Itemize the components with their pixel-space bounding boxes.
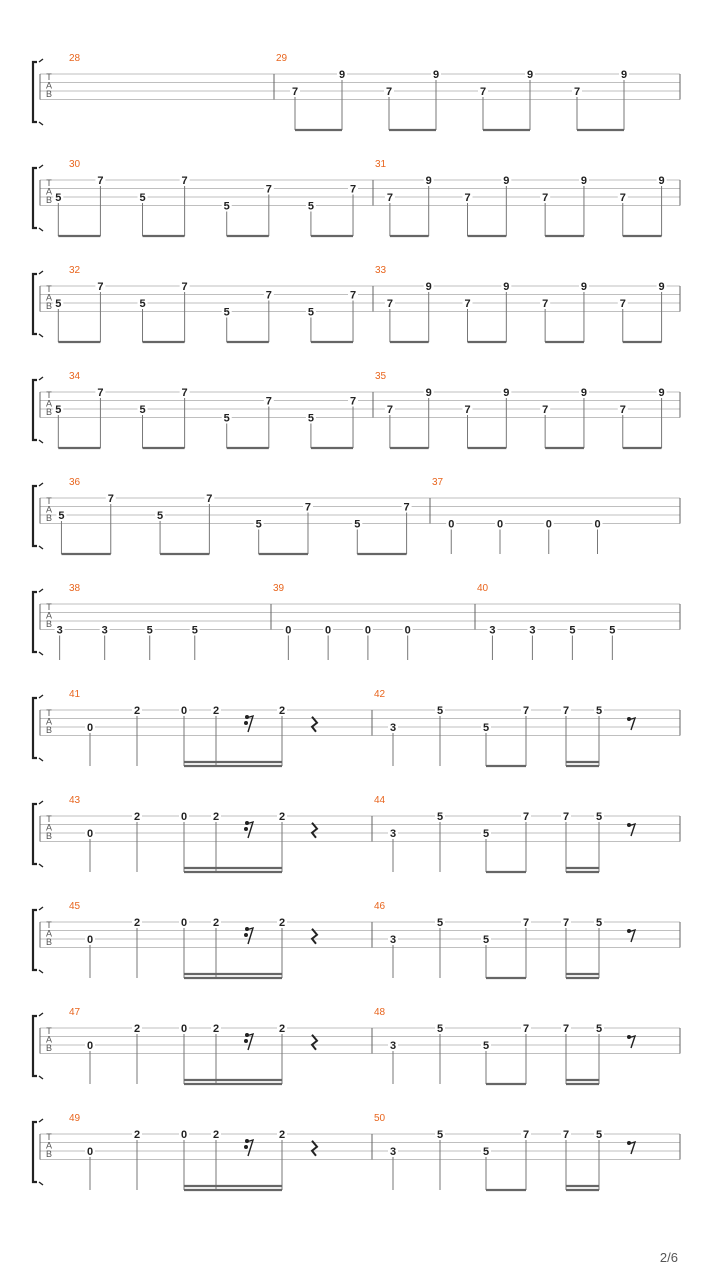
fret-number: 9 (503, 281, 510, 293)
tab-clef-letter: T (46, 1026, 52, 1036)
fret-number: 7 (562, 1129, 570, 1141)
system-bracket (33, 62, 37, 122)
fret-number: 9 (658, 387, 665, 399)
sixteenth-rest (244, 827, 248, 831)
tab-clef-letter: B (45, 195, 53, 205)
tab-clef-letter: A (45, 1140, 53, 1151)
fret-number: 2 (278, 811, 286, 823)
bracket-hook-top (39, 377, 43, 380)
fret-number: 2 (212, 1129, 220, 1141)
fret-number: 7 (349, 395, 357, 408)
measure-number: 47 (69, 1007, 81, 1018)
fret-number: 0 (594, 518, 601, 531)
tab-system (33, 159, 680, 236)
fret-number: 2 (133, 705, 141, 717)
measure-number: 50 (374, 1113, 386, 1124)
fret-number: 7 (522, 1129, 530, 1141)
fret-number: 9 (658, 281, 665, 293)
fret-number: 0 (180, 811, 188, 823)
fret-number: 5 (307, 306, 314, 319)
fret-number: 9 (503, 175, 510, 187)
fret-number: 5 (307, 200, 314, 213)
fret-number: 9 (620, 69, 628, 81)
fret-number: 7 (464, 192, 471, 204)
fret-number: 0 (86, 722, 94, 734)
fret-number: 0 (86, 1146, 94, 1158)
fret-number: 5 (436, 917, 444, 929)
tab-system (33, 901, 680, 978)
fret-number: 5 (157, 510, 164, 522)
system-bracket (33, 592, 37, 652)
fret-number: 3 (529, 624, 536, 637)
system-bracket (33, 168, 37, 228)
measure-number: 39 (273, 583, 285, 594)
fret-number: 7 (562, 917, 570, 929)
quarter-rest (312, 929, 317, 944)
quarter-rest (312, 823, 317, 838)
measure-number: 42 (374, 689, 386, 700)
bracket-hook-top (39, 59, 43, 62)
tab-clef-letter: B (45, 619, 53, 629)
tab-clef-letter: A (45, 610, 53, 621)
fret-number: 7 (349, 289, 357, 302)
fret-number: 5 (482, 934, 490, 946)
measure-number: 35 (375, 371, 387, 382)
fret-number: 5 (436, 1023, 444, 1035)
fret-number: 9 (503, 387, 510, 399)
fret-number: 7 (619, 192, 626, 204)
fret-number: 0 (545, 518, 552, 531)
tab-clef-letter: B (45, 831, 53, 841)
fret-number: 7 (522, 705, 530, 717)
tab-clef-letter: A (45, 1034, 53, 1045)
page-number: 2/6 (659, 1250, 678, 1265)
eighth-rest (628, 1142, 635, 1154)
fret-number: 9 (580, 175, 588, 187)
bracket-hook-bottom (39, 1076, 43, 1079)
fret-number: 5 (223, 306, 230, 319)
sixteenth-rest (244, 933, 248, 937)
tab-clef-letter: B (45, 937, 53, 947)
bracket-hook-top (39, 695, 43, 698)
tab-clef-letter: B (45, 1149, 53, 1159)
tab-clef-letter: B (45, 89, 53, 99)
fret-number: 3 (489, 624, 496, 637)
fret-number: 5 (55, 192, 62, 204)
fret-number: 7 (386, 298, 393, 310)
bracket-hook-bottom (39, 652, 43, 655)
fret-number: 0 (404, 624, 411, 637)
fret-number: 7 (265, 395, 272, 408)
fret-number: 7 (206, 493, 213, 505)
fret-number: 5 (569, 624, 576, 637)
fret-number: 7 (97, 387, 104, 399)
fret-number: 5 (139, 192, 146, 204)
fret-number: 7 (403, 501, 410, 514)
system-bracket (33, 804, 37, 864)
fret-number: 7 (386, 192, 393, 204)
fret-number: 2 (133, 1129, 141, 1141)
fret-number: 3 (101, 624, 108, 637)
tab-clef-letter: A (45, 928, 53, 939)
eighth-rest (628, 930, 635, 942)
tab-clef-letter: A (45, 504, 53, 515)
fret-number: 5 (191, 624, 198, 637)
fret-number: 7 (562, 811, 570, 823)
quarter-rest (312, 1035, 317, 1050)
tab-clef-letter: T (46, 178, 52, 188)
tab-system (33, 53, 680, 130)
measure-number: 40 (477, 583, 489, 594)
fret-number: 2 (212, 705, 220, 717)
tab-clef-letter: T (46, 72, 52, 82)
fret-number: 5 (482, 828, 490, 840)
bracket-hook-bottom (39, 334, 43, 337)
bracket-hook-top (39, 483, 43, 486)
bracket-hook-bottom (39, 228, 43, 231)
fret-number: 3 (389, 1146, 397, 1158)
bracket-hook-top (39, 1119, 43, 1122)
quarter-rest (312, 1141, 317, 1156)
fret-number: 5 (482, 722, 490, 734)
tab-clef-letter: A (45, 80, 53, 91)
fret-number: 9 (432, 69, 440, 81)
bracket-hook-top (39, 1013, 43, 1016)
fret-number: 7 (542, 404, 549, 416)
tab-clef-letter: T (46, 814, 52, 824)
fret-number: 9 (425, 387, 432, 399)
system-bracket (33, 1122, 37, 1182)
tab-system (33, 689, 680, 766)
fret-number: 0 (325, 624, 332, 637)
bracket-hook-bottom (39, 122, 43, 125)
measure-number: 48 (374, 1007, 386, 1018)
measure-number: 29 (276, 53, 288, 64)
fret-number: 7 (542, 298, 549, 310)
tab-system (33, 265, 680, 342)
fret-number: 7 (349, 183, 357, 196)
fret-number: 7 (522, 1023, 530, 1035)
fret-number: 0 (180, 705, 188, 717)
system-bracket (33, 274, 37, 334)
fret-number: 7 (265, 289, 272, 302)
tab-clef-letter: B (45, 1043, 53, 1053)
fret-number: 3 (389, 722, 397, 734)
fret-number: 7 (464, 404, 471, 416)
fret-number: 5 (255, 518, 262, 531)
bracket-hook-bottom (39, 758, 43, 761)
fret-number: 7 (107, 493, 114, 505)
measure-number: 44 (374, 795, 386, 806)
eighth-rest (628, 718, 635, 730)
fret-number: 0 (180, 917, 188, 929)
tab-clef-letter: B (45, 725, 53, 735)
system-bracket (33, 1016, 37, 1076)
measure-number: 30 (69, 159, 81, 170)
fret-number: 7 (97, 175, 104, 187)
fret-number: 7 (479, 86, 487, 98)
fret-number: 3 (56, 624, 63, 637)
fret-number: 9 (425, 281, 432, 293)
fret-number: 7 (619, 298, 626, 310)
fret-number: 0 (180, 1129, 188, 1141)
measure-number: 45 (69, 901, 81, 912)
tab-clef-letter: B (45, 513, 53, 523)
fret-number: 7 (573, 86, 581, 98)
tab-clef-letter: T (46, 602, 52, 612)
fret-number: 5 (223, 200, 230, 213)
tab-clef-letter: A (45, 398, 53, 409)
measure-number: 37 (432, 477, 444, 488)
fret-number: 7 (522, 917, 530, 929)
fret-number: 0 (496, 518, 504, 531)
tab-clef-letter: A (45, 822, 53, 833)
fret-number: 5 (354, 518, 361, 531)
fret-number: 7 (464, 298, 471, 310)
fret-number: 5 (139, 404, 146, 416)
tab-system (33, 795, 680, 872)
tab-clef-letter: T (46, 284, 52, 294)
fret-number: 5 (58, 510, 65, 522)
fret-number: 2 (133, 917, 141, 929)
sixteenth-rest (244, 721, 248, 725)
fret-number: 0 (86, 1040, 94, 1052)
fret-number: 7 (181, 175, 188, 187)
bracket-hook-top (39, 907, 43, 910)
fret-number: 5 (146, 624, 153, 637)
fret-number: 7 (542, 192, 549, 204)
eighth-rest (628, 824, 635, 836)
quarter-rest (312, 717, 317, 732)
fret-number: 5 (595, 1023, 603, 1035)
measure-number: 32 (69, 265, 81, 276)
fret-number: 3 (389, 934, 397, 946)
system-bracket (33, 380, 37, 440)
tab-system (33, 583, 680, 660)
fret-number: 7 (265, 183, 272, 196)
tab-clef-letter: A (45, 186, 53, 197)
fret-number: 2 (212, 811, 220, 823)
bracket-hook-bottom (39, 1182, 43, 1185)
fret-number: 5 (55, 298, 62, 310)
bracket-hook-bottom (39, 864, 43, 867)
tab-system (33, 371, 680, 448)
tab-clef-letter: T (46, 496, 52, 506)
fret-number: 5 (609, 624, 616, 637)
tab-clef-letter: T (46, 920, 52, 930)
fret-number: 2 (133, 1023, 141, 1035)
fret-number: 7 (619, 404, 626, 416)
fret-number: 5 (223, 412, 230, 425)
fret-number: 9 (338, 69, 346, 81)
tab-clef-letter: A (45, 292, 53, 303)
fret-number: 2 (278, 917, 286, 929)
fret-number: 5 (595, 705, 603, 717)
fret-number: 5 (595, 1129, 603, 1141)
fret-number: 5 (436, 705, 444, 717)
fret-number: 2 (278, 705, 286, 717)
tab-system (33, 1113, 680, 1190)
system-bracket (33, 486, 37, 546)
fret-number: 0 (180, 1023, 188, 1035)
bracket-hook-top (39, 589, 43, 592)
tab-clef-letter: A (45, 716, 53, 727)
bracket-hook-bottom (39, 440, 43, 443)
fret-number: 7 (181, 281, 188, 293)
bracket-hook-bottom (39, 970, 43, 973)
tab-clef-letter: T (46, 708, 52, 718)
fret-number: 2 (278, 1023, 286, 1035)
fret-number: 9 (425, 175, 432, 187)
tab-clef-letter: B (45, 407, 53, 417)
fret-number: 7 (386, 404, 393, 416)
fret-number: 7 (304, 501, 312, 514)
eighth-rest (628, 1036, 635, 1048)
bracket-hook-top (39, 271, 43, 274)
fret-number: 5 (595, 917, 603, 929)
measure-number: 46 (374, 901, 386, 912)
fret-number: 5 (595, 811, 603, 823)
measure-number: 43 (69, 795, 81, 806)
fret-number: 5 (436, 811, 444, 823)
measure-number: 41 (69, 689, 81, 700)
measure-number: 34 (69, 371, 81, 382)
measure-number: 33 (375, 265, 387, 276)
fret-number: 2 (212, 1023, 220, 1035)
tab-clef-letter: T (46, 1132, 52, 1142)
fret-number: 5 (482, 1146, 490, 1158)
measure-number: 49 (69, 1113, 81, 1124)
fret-number: 0 (448, 518, 455, 531)
fret-number: 5 (307, 412, 314, 425)
tab-system (33, 1007, 680, 1084)
fret-number: 2 (278, 1129, 286, 1141)
fret-number: 0 (364, 624, 371, 637)
fret-number: 7 (291, 86, 299, 98)
sixteenth-rest (244, 1039, 248, 1043)
fret-number: 7 (97, 281, 104, 293)
measure-number: 38 (69, 583, 81, 594)
fret-number: 3 (389, 1040, 397, 1052)
fret-number: 0 (86, 934, 94, 946)
fret-number: 0 (86, 828, 94, 840)
system-bracket (33, 698, 37, 758)
bracket-hook-top (39, 165, 43, 168)
fret-number: 9 (658, 175, 665, 187)
fret-number: 5 (139, 298, 146, 310)
fret-number: 5 (482, 1040, 490, 1052)
system-bracket (33, 910, 37, 970)
fret-number: 0 (285, 624, 292, 637)
tab-clef-letter: T (46, 390, 52, 400)
tab-clef-letter: B (45, 301, 53, 311)
fret-number: 2 (212, 917, 220, 929)
fret-number: 7 (181, 387, 188, 399)
fret-number: 7 (385, 86, 393, 98)
fret-number: 9 (526, 69, 534, 81)
measure-number: 31 (375, 159, 387, 170)
fret-number: 3 (389, 828, 397, 840)
fret-number: 7 (562, 1023, 570, 1035)
fret-number: 7 (522, 811, 530, 823)
measure-number: 28 (69, 53, 81, 64)
fret-number: 2 (133, 811, 141, 823)
fret-number: 5 (436, 1129, 444, 1141)
fret-number: 5 (55, 404, 62, 416)
bracket-hook-top (39, 801, 43, 804)
fret-number: 7 (562, 705, 570, 717)
measure-number: 36 (69, 477, 81, 488)
bracket-hook-bottom (39, 546, 43, 549)
sixteenth-rest (244, 1145, 248, 1149)
fret-number: 9 (580, 387, 588, 399)
tab-system (33, 477, 680, 554)
fret-number: 9 (580, 281, 588, 293)
